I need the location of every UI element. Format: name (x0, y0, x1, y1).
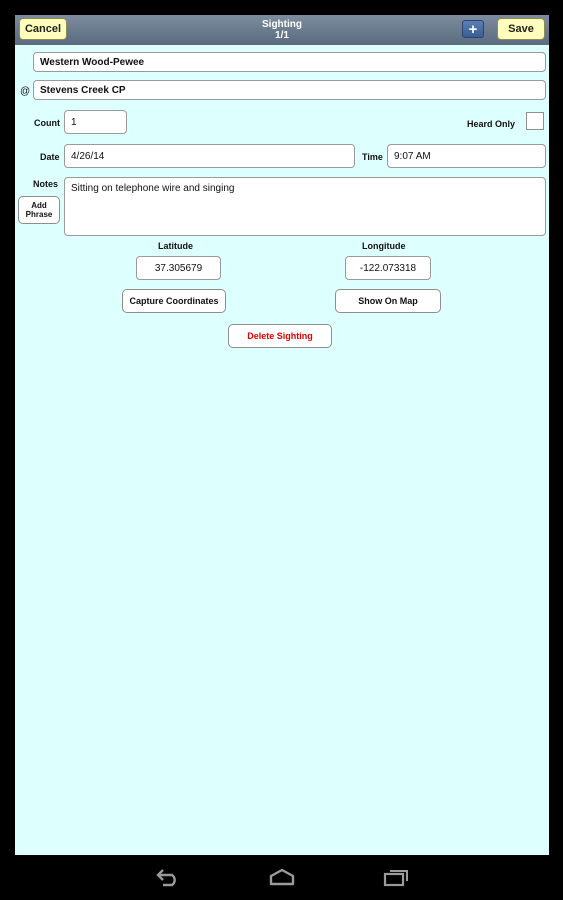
add-sighting-button[interactable]: + (462, 20, 484, 38)
title-text: Sighting (262, 19, 302, 30)
date-field[interactable]: 4/26/14 (64, 144, 355, 168)
location-icon: @ (20, 86, 31, 97)
save-button[interactable]: Save (497, 18, 545, 40)
sighting-counter: 1/1 (275, 30, 289, 41)
back-icon[interactable] (155, 867, 181, 887)
capture-coordinates-button[interactable]: Capture Coordinates (122, 289, 226, 313)
sighting-screen (15, 15, 549, 855)
cancel-button[interactable]: Cancel (19, 18, 67, 40)
show-on-map-button[interactable]: Show On Map (335, 289, 441, 313)
count-field[interactable]: 1 (64, 110, 127, 134)
delete-sighting-button[interactable]: Delete Sighting (228, 324, 332, 348)
recent-apps-icon[interactable] (383, 867, 411, 887)
time-label: Time (362, 152, 383, 162)
location-field[interactable]: Stevens Creek CP (33, 80, 546, 100)
notes-label: Notes (33, 179, 59, 189)
notes-textarea[interactable]: Sitting on telephone wire and singing (64, 177, 546, 236)
time-field[interactable]: 9:07 AM (387, 144, 546, 168)
longitude-label: Longitude (362, 241, 406, 251)
latitude-field[interactable]: 37.305679 (136, 256, 221, 280)
add-phrase-line2: Phrase (25, 210, 53, 219)
heard-only-checkbox[interactable] (526, 112, 544, 130)
heard-only-label: Heard Only (467, 119, 516, 129)
date-label: Date (40, 152, 60, 162)
title-bar (15, 15, 549, 45)
home-icon[interactable] (268, 867, 296, 887)
species-field[interactable]: Western Wood-Pewee (33, 52, 546, 72)
system-nav-bar (0, 855, 563, 900)
add-phrase-line1: Add (31, 201, 47, 210)
latitude-label: Latitude (158, 241, 193, 251)
count-label: Count (34, 118, 60, 128)
longitude-field[interactable]: -122.073318 (345, 256, 431, 280)
add-phrase-button[interactable] (18, 196, 60, 224)
